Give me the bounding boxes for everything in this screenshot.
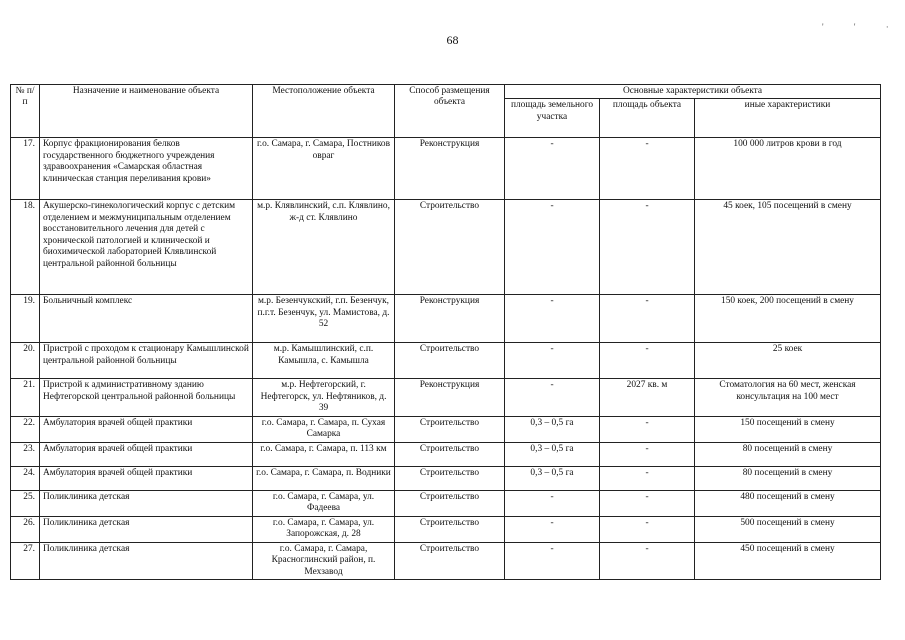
row-number: 19. — [11, 295, 40, 343]
row-number: 24. — [11, 466, 40, 490]
object-name: Амбулатория врачей общей практики — [40, 466, 253, 490]
land-area: 0,3 – 0,5 га — [505, 442, 600, 466]
object-area: - — [600, 200, 695, 295]
placement-method: Реконструкция — [395, 295, 505, 343]
header-other: иные характеристики — [695, 99, 881, 138]
object-name: Амбулатория врачей общей практики — [40, 416, 253, 442]
row-number: 21. — [11, 379, 40, 416]
object-name: Корпус фракционирования белков государственного бюджетного учреждения здравоохранения «Самарская областная клиническая станция переливания крови» — [40, 138, 253, 200]
object-location: м.р. Безенчукский, г.п. Безенчук, п.г.т. Безенчук, ул. Мамистова, д. 52 — [253, 295, 395, 343]
land-area: 0,3 – 0,5 га — [505, 416, 600, 442]
table-row — [11, 542, 881, 579]
row-number: 25. — [11, 490, 40, 516]
row-number: 18. — [11, 200, 40, 295]
table-row — [11, 442, 881, 466]
header-main-characteristics: Основные характеристики объекта — [505, 85, 881, 99]
object-location: м.р. Камышлинский, с.п. Камышла, с. Камышла — [253, 343, 395, 379]
land-area: - — [505, 516, 600, 542]
table-row — [11, 200, 881, 295]
land-area: - — [505, 295, 600, 343]
object-area: - — [600, 138, 695, 200]
object-location: г.о. Самара, г. Самара, Постников овраг — [253, 138, 395, 200]
object-location: г.о. Самара, г. Самара, Красноглинский район, п. Мехзавод — [253, 542, 395, 579]
object-location: г.о. Самара, г. Самара, п. Сухая Самарка — [253, 416, 395, 442]
land-area: - — [505, 343, 600, 379]
header-method: Способ размещения объекта — [395, 85, 505, 138]
table-row — [11, 295, 881, 343]
corner-marks: ' ' · — [822, 22, 903, 32]
other-characteristics: 45 коек, 105 посещений в смену — [695, 200, 881, 295]
object-name: Акушерско-гинекологический корпус с детским отделением и межмуниципальным отделением восстановительного лечения для детей с хронической патологией и клинической и биохимической лабораторией Клявлинской центральной районной больницы — [40, 200, 253, 295]
object-name: Пристрой с проходом к стационару Камышлинской центральной районной больницы — [40, 343, 253, 379]
placement-method: Строительство — [395, 416, 505, 442]
object-location: г.о. Самара, г. Самара, ул. Фадеева — [253, 490, 395, 516]
object-area: - — [600, 542, 695, 579]
header-name: Назначение и наименование объекта — [40, 85, 253, 138]
other-characteristics: Стоматология на 60 мест, женская консультация на 100 мест — [695, 379, 881, 416]
table-row — [11, 416, 881, 442]
table-row — [11, 379, 881, 416]
land-area: - — [505, 138, 600, 200]
object-area: - — [600, 442, 695, 466]
object-area: - — [600, 416, 695, 442]
placement-method: Строительство — [395, 542, 505, 579]
placement-method: Реконструкция — [395, 138, 505, 200]
other-characteristics: 150 посещений в смену — [695, 416, 881, 442]
land-area: 0,3 – 0,5 га — [505, 466, 600, 490]
page-number: 68 — [446, 33, 459, 47]
row-number: 22. — [11, 416, 40, 442]
header-land-area: площадь земельного участка — [505, 99, 600, 138]
land-area: - — [505, 379, 600, 416]
row-number: 26. — [11, 516, 40, 542]
row-number: 17. — [11, 138, 40, 200]
header-object-area: площадь объекта — [600, 99, 695, 138]
other-characteristics: 500 посещений в смену — [695, 516, 881, 542]
object-location: г.о. Самара, г. Самара, п. 113 км — [253, 442, 395, 466]
table-row — [11, 516, 881, 542]
object-location: м.р. Нефтегорский, г. Нефтегорск, ул. Нефтяников, д. 39 — [253, 379, 395, 416]
other-characteristics: 25 коек — [695, 343, 881, 379]
table-row — [11, 343, 881, 379]
land-area: - — [505, 490, 600, 516]
placement-method: Реконструкция — [395, 379, 505, 416]
header-location: Местоположение объекта — [253, 85, 395, 138]
object-area: - — [600, 490, 695, 516]
object-area: - — [600, 295, 695, 343]
object-name: Пристрой к административному зданию Нефтегорской центральной районной больницы — [40, 379, 253, 416]
object-location: м.р. Клявлинский, с.п. Клявлино, ж-д ст. Клявлино — [253, 200, 395, 295]
row-number: 20. — [11, 343, 40, 379]
row-number: 27. — [11, 542, 40, 579]
object-location: г.о. Самара, г. Самара, ул. Запорожская, д. 28 — [253, 516, 395, 542]
header-row-1 — [11, 85, 881, 99]
other-characteristics: 480 посещений в смену — [695, 490, 881, 516]
object-name: Поликлиника детская — [40, 490, 253, 516]
other-characteristics: 80 посещений в смену — [695, 442, 881, 466]
land-area: - — [505, 542, 600, 579]
other-characteristics: 80 посещений в смену — [695, 466, 881, 490]
placement-method: Строительство — [395, 442, 505, 466]
table-row — [11, 466, 881, 490]
other-characteristics: 450 посещений в смену — [695, 542, 881, 579]
object-name: Поликлиника детская — [40, 516, 253, 542]
placement-method: Строительство — [395, 516, 505, 542]
object-name: Поликлиника детская — [40, 542, 253, 579]
placement-method: Строительство — [395, 466, 505, 490]
object-location: г.о. Самара, г. Самара, п. Водники — [253, 466, 395, 490]
row-number: 23. — [11, 442, 40, 466]
object-name: Амбулатория врачей общей практики — [40, 442, 253, 466]
placement-method: Строительство — [395, 490, 505, 516]
object-area: 2027 кв. м — [600, 379, 695, 416]
placement-method: Строительство — [395, 343, 505, 379]
object-name: Больничный комплекс — [40, 295, 253, 343]
table-row — [11, 138, 881, 200]
land-area: - — [505, 200, 600, 295]
other-characteristics: 150 коек, 200 посещений в смену — [695, 295, 881, 343]
object-area: - — [600, 516, 695, 542]
objects-table — [10, 84, 881, 580]
other-characteristics: 100 000 литров крови в год — [695, 138, 881, 200]
object-area: - — [600, 466, 695, 490]
object-area: - — [600, 343, 695, 379]
table-row — [11, 490, 881, 516]
header-num: № п/п — [11, 85, 40, 138]
placement-method: Строительство — [395, 200, 505, 295]
